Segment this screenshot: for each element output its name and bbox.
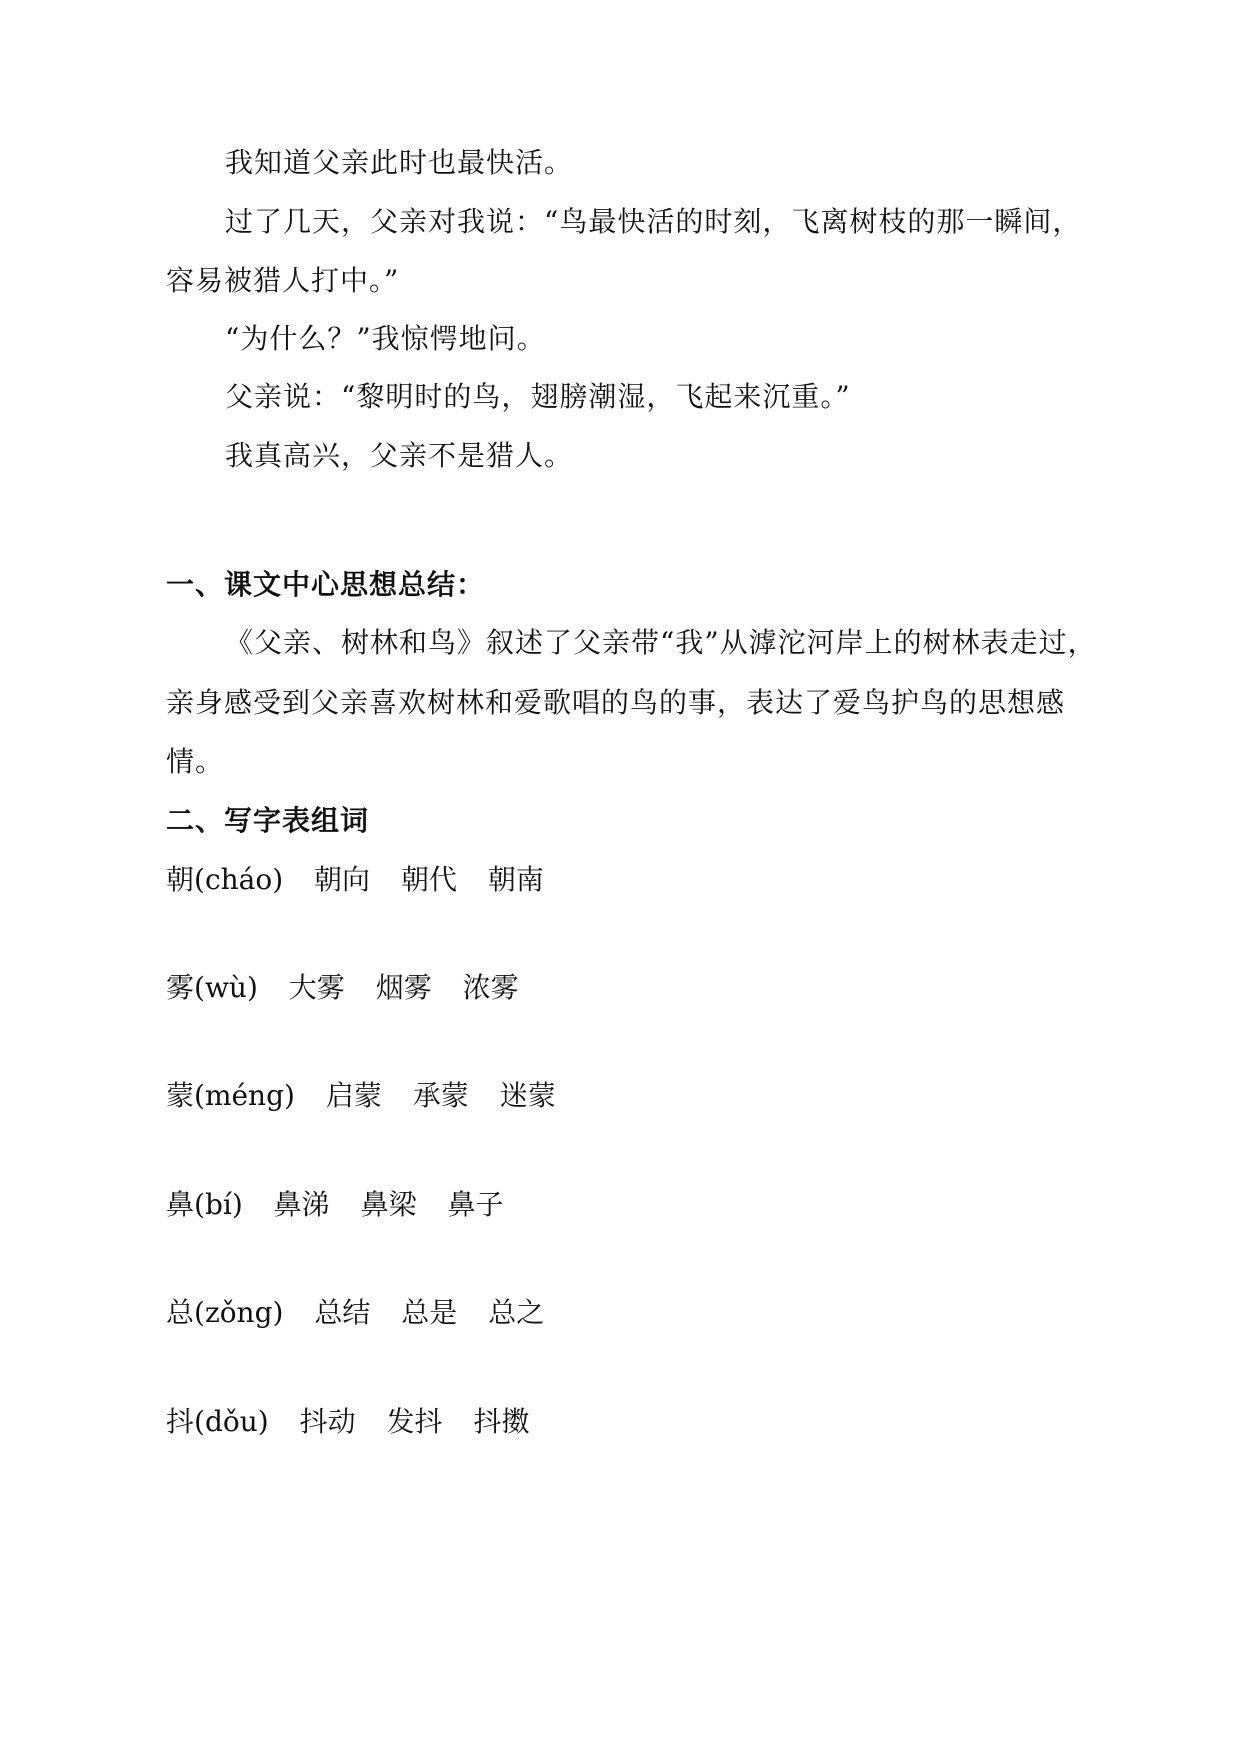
section-2-heading: 二、写字表组词 xyxy=(166,804,370,837)
vocab-word: 大雾 xyxy=(288,971,345,1004)
summary-line-1: 《父亲、树林和鸟》叙述了父亲带“我”从滹沱河岸上的树林表走过， xyxy=(225,626,1097,659)
vocab-word: 抖擞 xyxy=(473,1405,530,1438)
vocab-word: 鼻子 xyxy=(447,1188,504,1221)
vocab-word: 朝向 xyxy=(314,863,371,896)
vocab-word: 朝代 xyxy=(400,863,457,896)
vocab-character: 总 xyxy=(166,1296,195,1329)
vocab-row xyxy=(166,862,544,898)
vocab-character: 雾 xyxy=(166,971,195,1004)
story-paragraph-2-line-2: 容易被猎人打中。” xyxy=(166,264,400,297)
vocab-row xyxy=(166,1078,556,1114)
vocab-word: 迷蒙 xyxy=(499,1079,556,1112)
vocab-word: 朝南 xyxy=(487,863,544,896)
summary-line-3: 情。 xyxy=(166,745,225,778)
vocab-pinyin: (zǒng) xyxy=(194,1296,284,1329)
vocab-pinyin: (cháo) xyxy=(194,863,284,896)
vocab-word: 总之 xyxy=(488,1296,545,1329)
vocab-row xyxy=(166,1404,529,1440)
story-paragraph-5: 我真高兴，父亲不是猎人。 xyxy=(225,439,574,472)
vocab-character: 抖 xyxy=(166,1405,195,1438)
vocab-row xyxy=(166,1295,544,1331)
vocab-word: 总是 xyxy=(401,1296,458,1329)
story-paragraph-4: 父亲说：“黎明时的鸟，翅膀潮湿，飞起来沉重。” xyxy=(225,380,851,413)
vocab-row xyxy=(166,1187,504,1223)
summary-line-2: 亲身感受到父亲喜欢树林和爱歌唱的鸟的事，表达了爱鸟护鸟的思想感 xyxy=(166,686,1066,719)
vocab-word: 烟雾 xyxy=(375,971,432,1004)
section-1-heading: 一、课文中心思想总结： xyxy=(166,568,486,601)
vocab-word: 启蒙 xyxy=(325,1079,382,1112)
vocab-word: 鼻涕 xyxy=(273,1188,330,1221)
story-paragraph-2-line-1: 过了几天，父亲对我说：“鸟最快活的时刻，飞离树枝的那一瞬间， xyxy=(225,205,1082,238)
vocab-word: 鼻梁 xyxy=(360,1188,417,1221)
vocab-pinyin: (wù) xyxy=(194,971,258,1004)
vocab-pinyin: (méng) xyxy=(194,1079,295,1112)
vocab-pinyin: (dǒu) xyxy=(194,1405,269,1438)
vocab-pinyin: (bí) xyxy=(194,1188,243,1221)
vocab-word: 发抖 xyxy=(386,1405,443,1438)
vocab-character: 鼻 xyxy=(166,1188,195,1221)
vocab-word: 抖动 xyxy=(299,1405,356,1438)
story-paragraph-1: 我知道父亲此时也最快活。 xyxy=(225,146,574,179)
vocab-row xyxy=(166,970,519,1006)
vocab-character: 蒙 xyxy=(166,1079,195,1112)
vocab-word: 承蒙 xyxy=(412,1079,469,1112)
vocab-word: 总结 xyxy=(314,1296,371,1329)
story-paragraph-3: “为什么？”我惊愕地问。 xyxy=(225,322,546,355)
vocab-word: 浓雾 xyxy=(462,971,519,1004)
vocab-character: 朝 xyxy=(166,863,195,896)
